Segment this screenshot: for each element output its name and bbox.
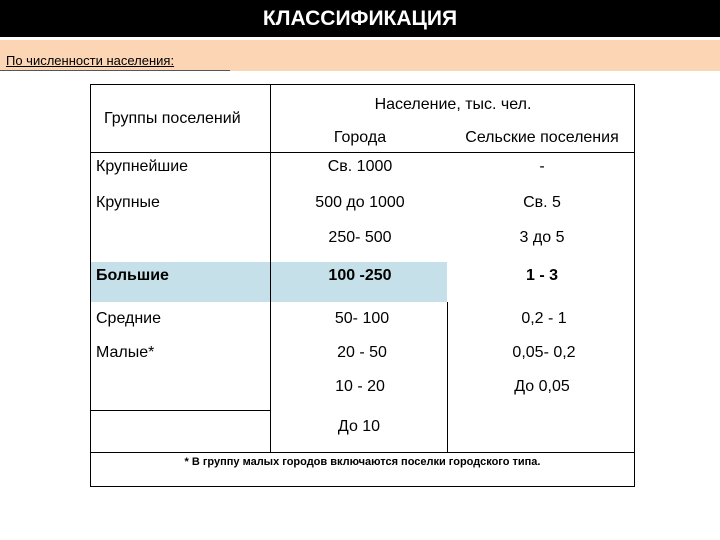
rural-cell: До 0,05 bbox=[514, 378, 570, 395]
rural-cell: 0,05- 0,2 bbox=[512, 344, 576, 361]
city-cell: 500 до 1000 bbox=[315, 194, 405, 211]
city-cell: 10 - 20 bbox=[335, 378, 385, 395]
city-cell: 20 - 50 bbox=[337, 344, 387, 361]
table-divider bbox=[447, 302, 448, 452]
header-groups: Группы поселений bbox=[104, 110, 241, 127]
group-cell: Крупнейшие bbox=[96, 158, 189, 175]
city-cell: До 10 bbox=[337, 418, 381, 435]
header-cities: Города bbox=[333, 129, 387, 146]
header-population: Население, тыс. чел. bbox=[374, 96, 532, 113]
rural-cell: 1 - 3 bbox=[525, 267, 559, 284]
table-divider bbox=[90, 410, 270, 411]
city-cell: 50- 100 bbox=[334, 310, 390, 327]
subtitle-divider bbox=[0, 70, 230, 71]
subtitle: По численности населения: bbox=[6, 53, 175, 68]
table-divider bbox=[90, 152, 635, 153]
footnote: * В группу малых городов включаются поселки городского типа. bbox=[184, 456, 541, 468]
page-title: КЛАССИФИКАЦИЯ bbox=[0, 0, 720, 37]
table-divider bbox=[270, 84, 271, 452]
city-cell: 250- 500 bbox=[328, 229, 392, 246]
rural-cell: Св. 5 bbox=[523, 194, 561, 211]
city-cell: Св. 1000 bbox=[327, 158, 393, 175]
table-divider bbox=[90, 452, 635, 453]
rural-cell: 3 до 5 bbox=[519, 229, 565, 246]
group-cell: Средние bbox=[96, 310, 162, 327]
group-cell: Крупные bbox=[96, 194, 160, 211]
rural-cell: 0,2 - 1 bbox=[521, 310, 567, 327]
rural-cell: - bbox=[539, 158, 545, 175]
group-cell: Большие bbox=[96, 267, 169, 284]
group-cell: Малые* bbox=[96, 344, 155, 361]
city-cell: 100 -250 bbox=[328, 267, 392, 284]
header-rural: Сельские поселения bbox=[465, 129, 619, 146]
